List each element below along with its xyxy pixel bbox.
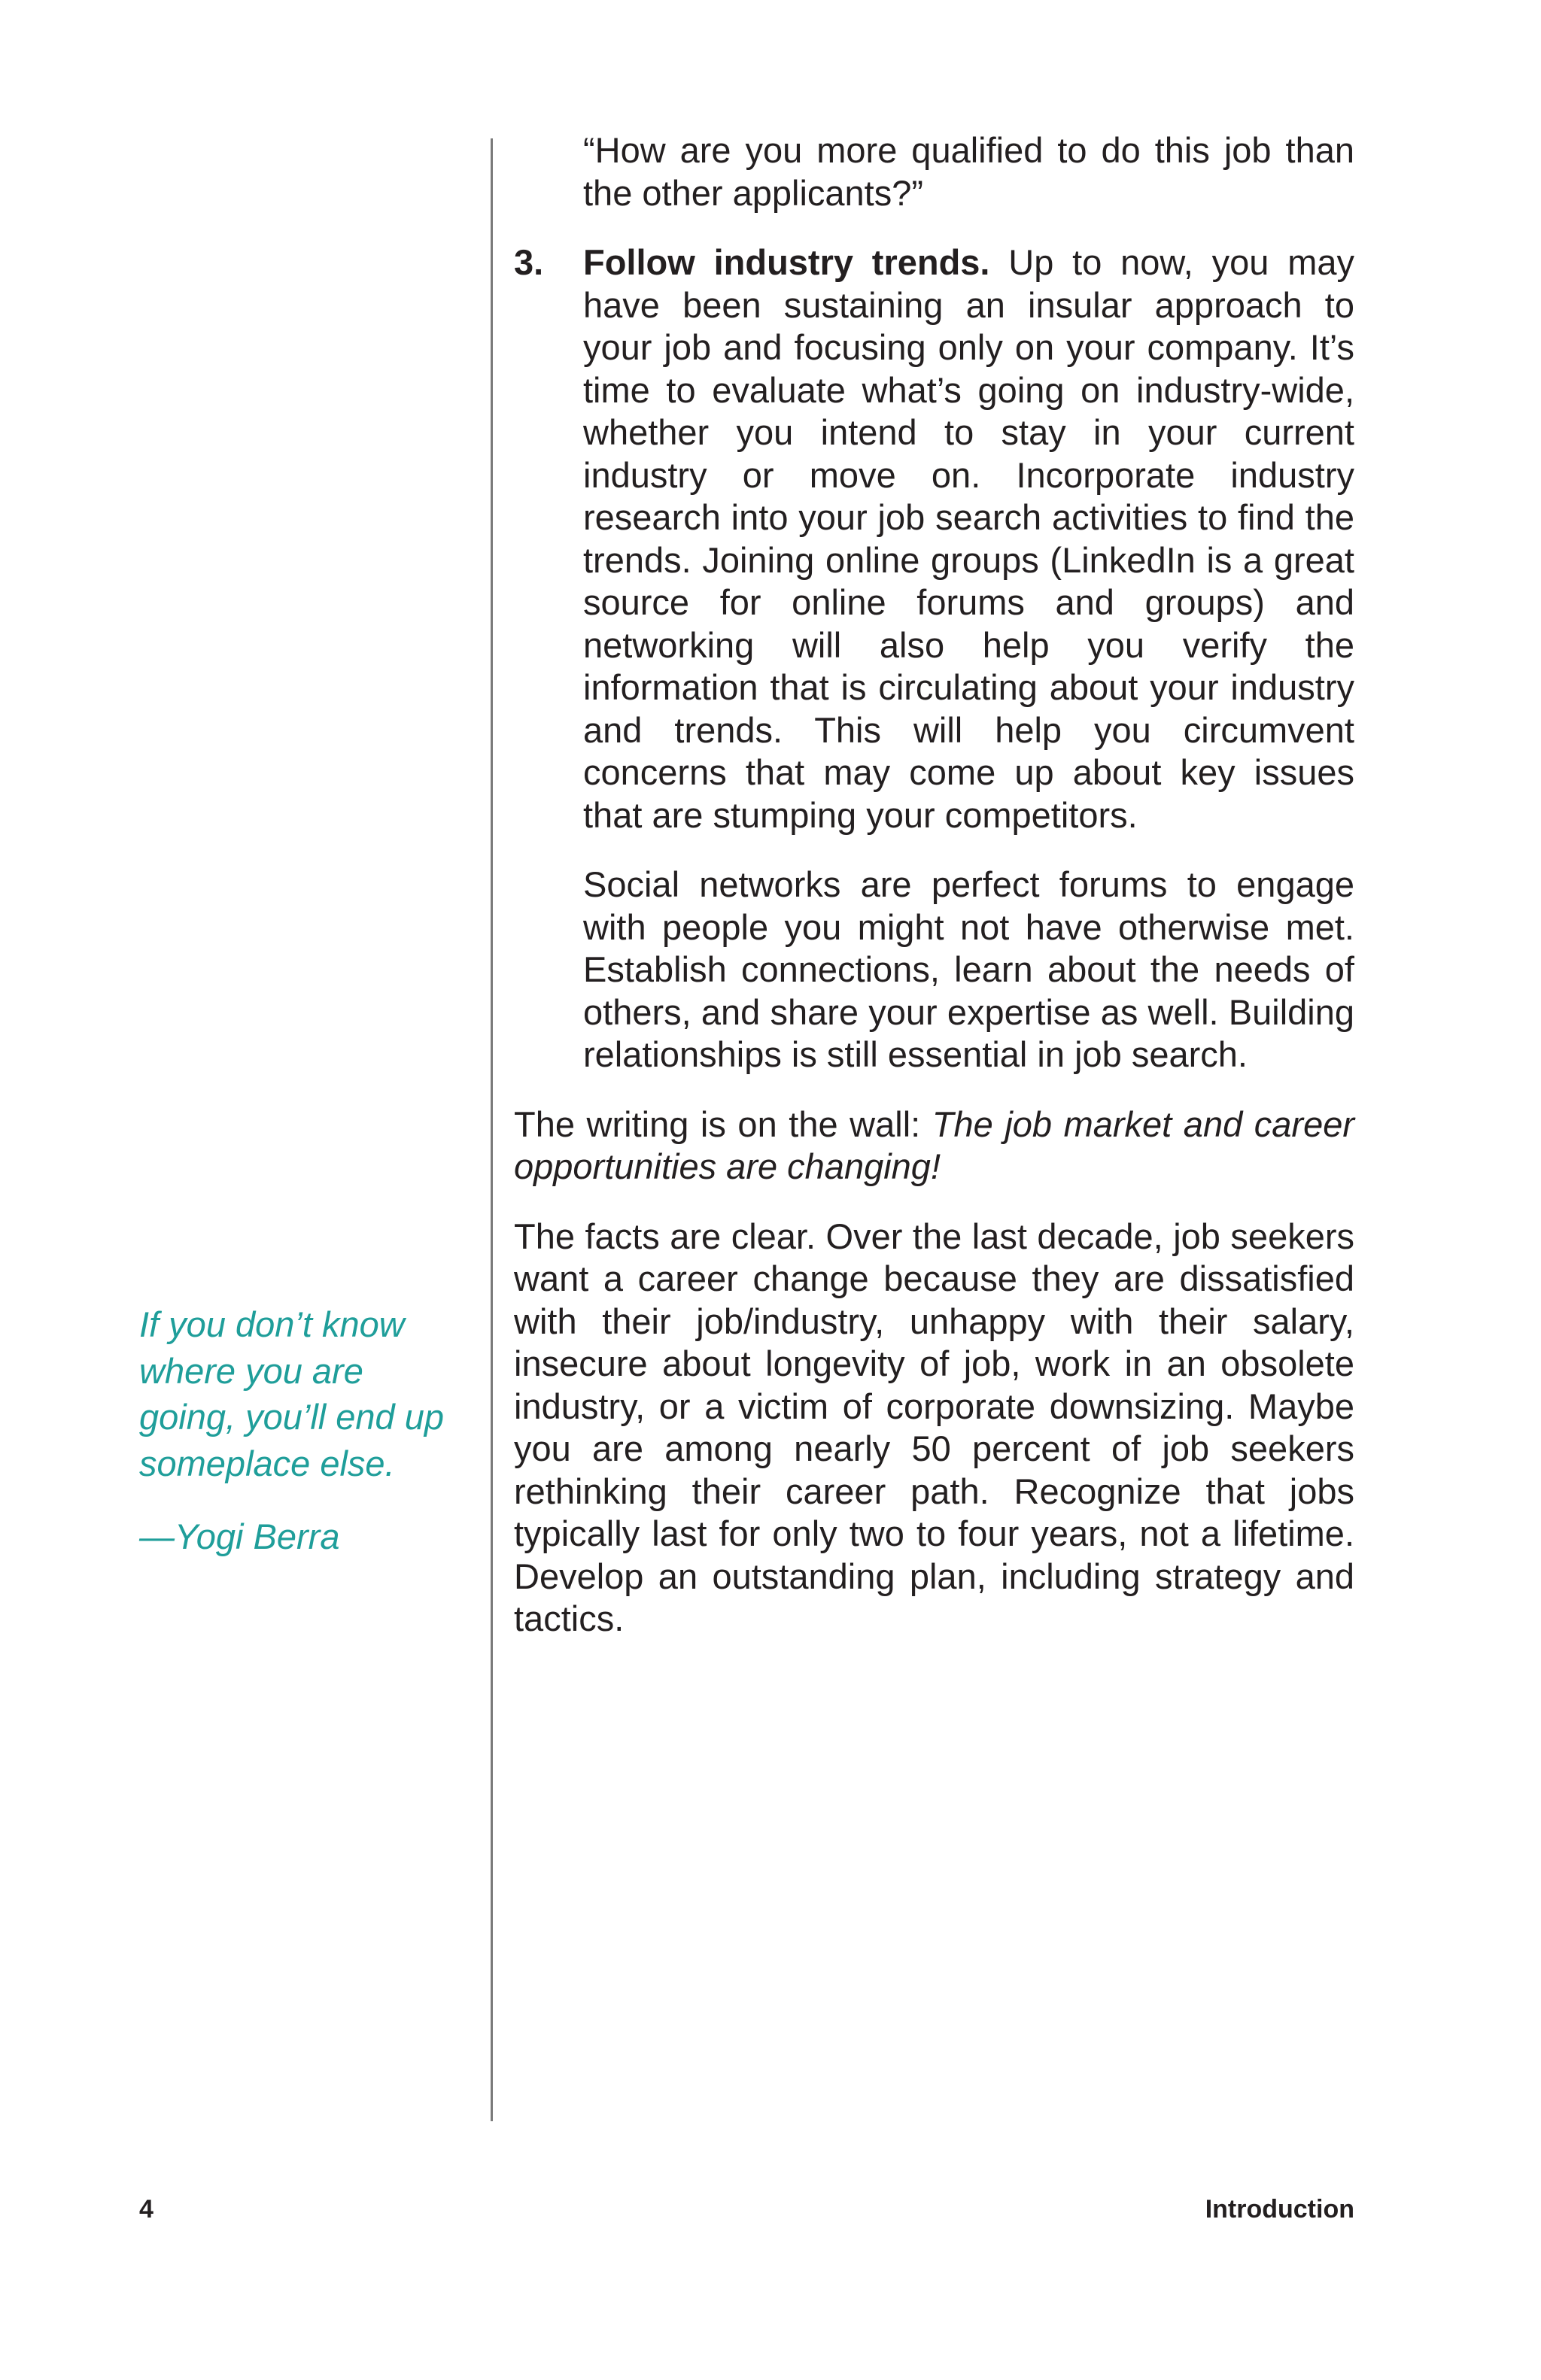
- pull-quote-text: If you don’t know where you are going, you’ll end up someplace else.: [139, 1304, 445, 1483]
- item-body: Up to now, you may have been sustaining an insular approach to your job and focusing only on your company. It’s time to evaluate what’s going on industry-wide, whether you intend to stay in your current industry or move on. Incorporate industry research into your job search activities to find the trends. Joining online groups (LinkedIn is a great source for online forums and groups) and networking will also help you verify the information that is circulating about your industry and trends. This will help you circumvent concerns that may come up about key issues that are stumping your competitors.: [583, 242, 1354, 835]
- facts-paragraph: The facts are clear. Over the last decade, job seekers want a career change because they are dissatisfied with their job/industry, unhappy with their salary, insecure about longevity of job, work in an obsolete industry, or a victim of corporate downsizing. Maybe you are among nearly 50 percent of job seekers rethinking their career path. Recognize that jobs typically last for only two to four years, not a lifetime. Develop an outstanding plan, including strategy and tactics.: [514, 1216, 1354, 1638]
- pull-quote-attribution: —Yogi Berra: [139, 1516, 340, 1556]
- writing-on-wall-paragraph: [514, 1103, 1354, 1188]
- main-text-column: [514, 129, 1354, 1668]
- item-number: 3.: [514, 242, 544, 282]
- running-footer-section-title: Introduction: [1205, 2195, 1354, 2224]
- page-number: 4: [139, 2195, 153, 2224]
- writing-lead: The writing is on the wall:: [514, 1103, 932, 1144]
- item-heading: Follow industry trends.: [583, 242, 990, 282]
- quote-continuation: “How are you more qualified to do this job than the other applicants?”: [583, 130, 1354, 213]
- numbered-item-3: [514, 241, 1354, 836]
- column-divider-rule: [491, 138, 493, 2121]
- writing-emphasis: The job market and career opportunities are changing!: [514, 1103, 1355, 1186]
- social-networks-paragraph: Social networks are perfect forums to engage with people you might not have otherwise met. Establish connections, learn about the needs of others, and share your expertise as well. Building relationships is still essential in job search.: [583, 864, 1354, 1074]
- sidebar-pull-quote: [139, 1301, 455, 1587]
